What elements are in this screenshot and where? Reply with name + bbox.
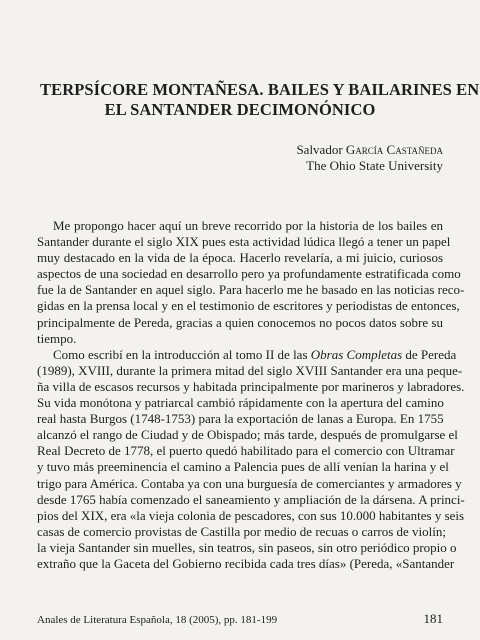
- page-number: 181: [423, 611, 443, 626]
- body-line: (1989), XVIII, durante la primera mitad del siglo XVIII Santander era una peque-: [37, 362, 463, 378]
- journal-citation: Anales de Literatura Española, 18 (2005), pp. 181-199: [37, 614, 278, 626]
- body-line: tiempo.: [37, 330, 77, 346]
- body-line: extraño que la Gaceta del Gobierno recibida cada tres días» (Pereda, «Santander: [37, 555, 455, 571]
- paragraph-1: [37, 218, 465, 347]
- body-line: desde 1765 había comenzado el saneamiento y ampliación de la dársena. A princi-: [37, 491, 465, 507]
- author-first-name: Salvador: [296, 142, 343, 157]
- body-line: real hasta Burgos (1748-1753) para la exportación de lanas a Europa. En 1755: [37, 411, 444, 427]
- text-run: de Pereda: [402, 346, 457, 362]
- work-title: Obras Completas: [310, 346, 403, 362]
- body-line: Su vida monótona y patriarcal cambió rápidamente con la apertura del camino: [37, 395, 444, 411]
- body-line: Santander durante el siglo XIX pues esta actividad lúdica llegó a tener un papel: [37, 234, 451, 250]
- author-surname: García Castañeda: [345, 142, 443, 157]
- body-line: la vieja Santander sin muelles, sin teatros, sin paseos, sin otro periódico propio o: [37, 539, 457, 555]
- body-line: aspectos de una sociedad en desarrollo pero ya profundamente estratificada como: [37, 266, 461, 282]
- title-line-1: TERPSÍCORE MONTAÑESA. BAILES Y BAILARINES EN: [40, 80, 480, 99]
- body-line: principalmente de Pereda, gracias a quien conocemos no pocos datos sobre su: [37, 314, 443, 330]
- body-line: Real Decreto de 1778, el puerto quedó habilitado para el comercio con Ultramar: [37, 443, 455, 459]
- title-line-2: EL SANTANDER DECIMONÓNICO: [104, 100, 376, 119]
- body-line: trigo para América. Contaba ya con una burguesía de comerciantes y armadores y: [37, 475, 462, 491]
- text-run: Como escribí en la introducción al tomo II de las: [53, 346, 311, 362]
- article-body: [37, 218, 465, 572]
- author-affiliation: The Ohio State University: [306, 158, 443, 173]
- body-line: muy destacado en la vida de la época. Hacerlo revelaría, a mi juicio, curiosos: [37, 250, 443, 266]
- body-line: pios del XIX, era «la vieja colonia de pescadores, con sus 10.000 habitantes y seis: [37, 507, 465, 523]
- body-line: fue la de Santander en aquel siglo. Para hacerlo me he basado en las noticias reco-: [37, 282, 465, 298]
- article-title: [40, 80, 480, 120]
- body-line: gidas en la prensa local y en el testimonio de escritores y periodistas de entonces,: [37, 298, 460, 314]
- author-block: [296, 142, 443, 174]
- body-line: [37, 346, 457, 363]
- paragraph-2: [37, 346, 465, 572]
- author-name: [296, 142, 443, 158]
- body-line: casas de comercio provistas de Castilla por medio de recuas o carros de violín;: [37, 523, 447, 539]
- body-line: y tuvo más preeminencia el camino a Palencia pues de allí venían la harina y el: [37, 459, 449, 475]
- body-line: ña villa de escasos recursos y habitada principalmente por marineros y labradores.: [37, 378, 465, 394]
- body-line: alcanzó el rango de Ciudad y de Obispado; más tarde, después de promulgarse el: [37, 427, 458, 443]
- body-line: Me propongo hacer aquí un breve recorrido por la historia de los bailes en: [53, 218, 443, 233]
